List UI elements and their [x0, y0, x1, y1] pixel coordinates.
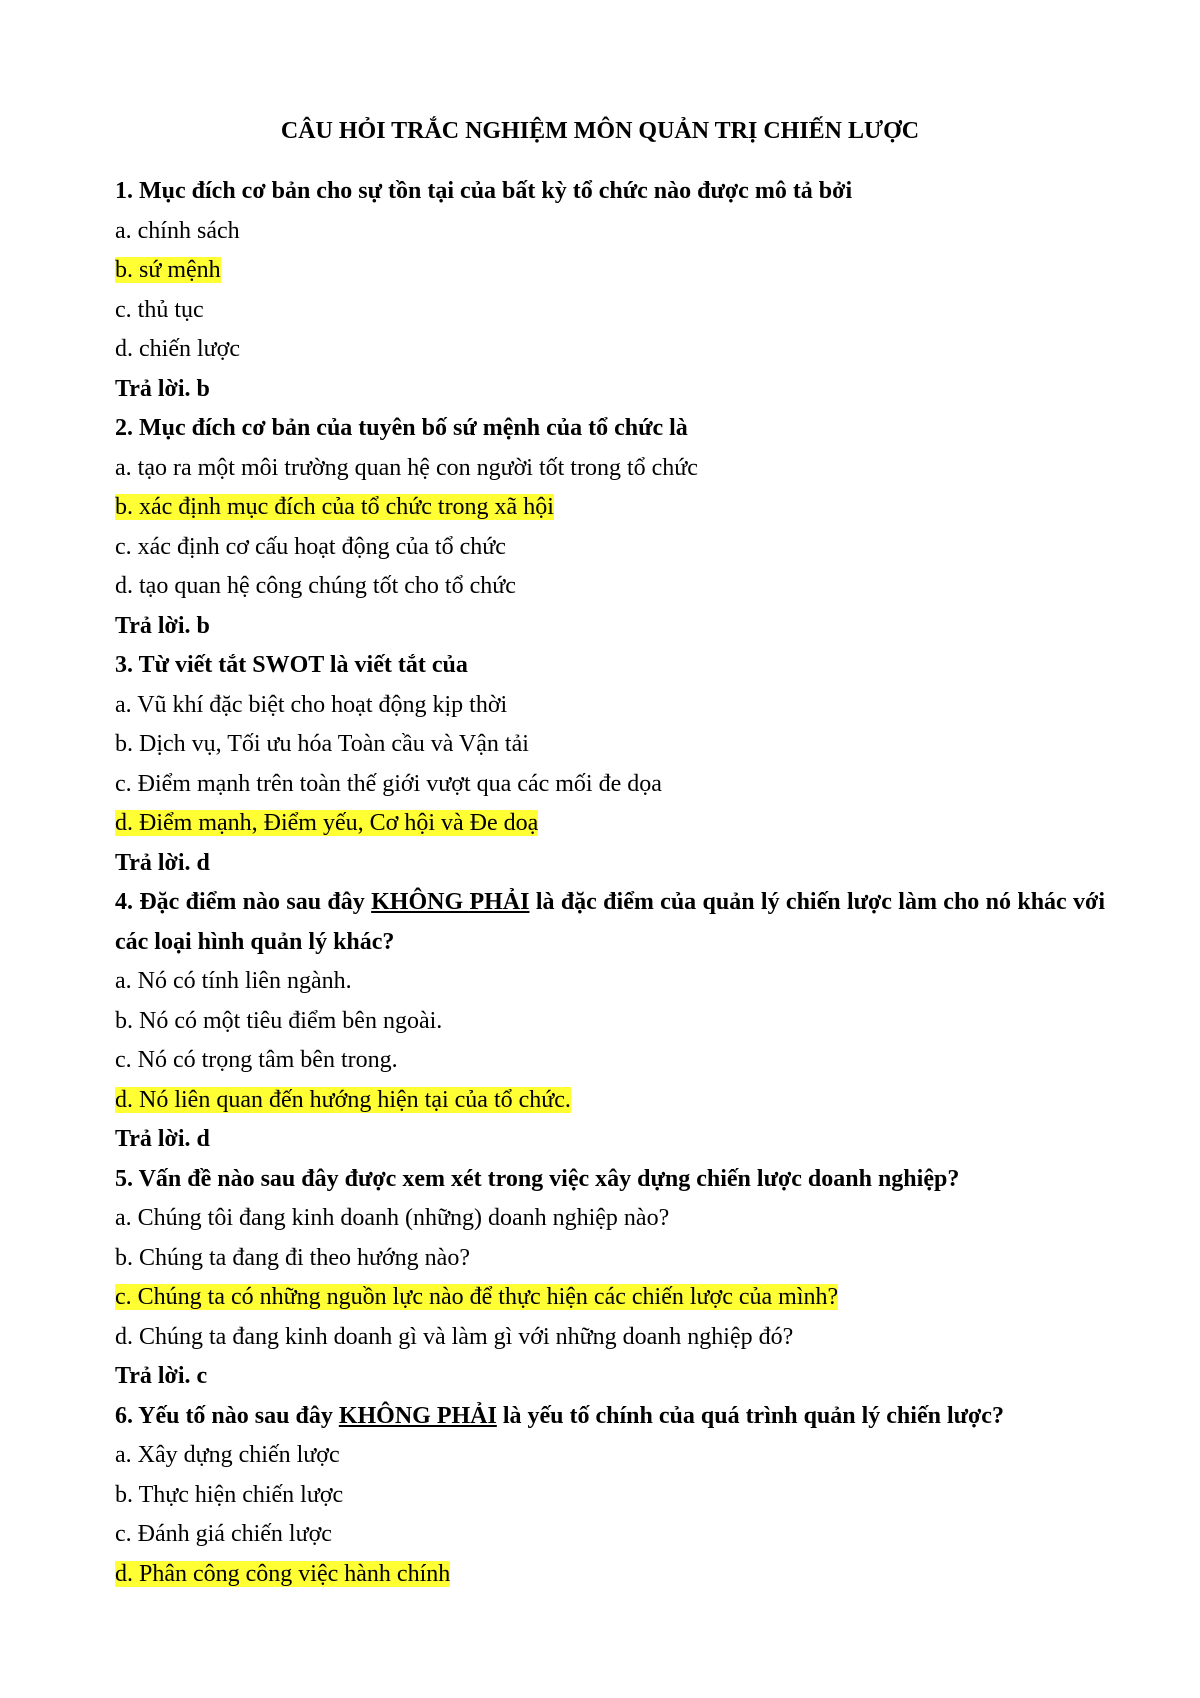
question-6-option-c: c. Đánh giá chiến lược — [115, 1521, 332, 1547]
question-2: 2. Mục đích cơ bản của tuyên bố sứ mệnh của tổ chức là — [115, 415, 688, 441]
question-2-option-d: d. tạo quan hệ công chúng tốt cho tổ chức — [115, 573, 516, 599]
question-6: 6. Yếu tố nào sau đây KHÔNG PHẢI là yếu tố chính của quá trình quản lý chiến lược? — [115, 1402, 1004, 1429]
answer-highlight: b. sứ mệnh — [115, 257, 221, 283]
question-5-option-a: a. Chúng tôi đang kinh doanh (những) doanh nghiệp nào? — [115, 1205, 670, 1231]
answer-highlight: d. Điểm mạnh, Điểm yếu, Cơ hội và Đe doạ — [115, 810, 539, 836]
emphasis-underline: KHÔNG PHẢI — [371, 889, 530, 915]
question-1-answer: Trả lời. b — [115, 375, 210, 402]
question-5-option-c — [115, 1278, 1105, 1318]
question-1-option-b — [115, 251, 1105, 291]
document-body — [115, 172, 1105, 1594]
question-4-option-a: a. Nó có tính liên ngành. — [115, 968, 352, 994]
answer-highlight: d. Phân công công việc hành chính — [115, 1560, 451, 1587]
question-1-option-a: a. chính sách — [115, 217, 240, 244]
question-3-option-b: b. Dịch vụ, Tối ưu hóa Toàn cầu và Vận tải — [115, 731, 529, 757]
question-1-option-d: d. chiến lược — [115, 336, 240, 362]
document-title: CÂU HỎI TRẮC NGHIỆM MÔN QUẢN TRỊ CHIẾN LƯỢC — [280, 118, 920, 144]
question-2-option-c: c. xác định cơ cấu hoạt động của tổ chức — [115, 533, 506, 560]
emphasis-underline: KHÔNG PHẢI — [338, 1402, 497, 1429]
answer-highlight: c. Chúng ta có những nguồn lực nào để thực hiện các chiến lược của mình? — [115, 1284, 839, 1310]
question-4-option-c: c. Nó có trọng tâm bên trong. — [115, 1047, 398, 1073]
question-6-option-b: b. Thực hiện chiến lược — [115, 1481, 344, 1508]
question-4-option-d — [115, 1081, 1105, 1121]
question-4-option-b: b. Nó có một tiêu điểm bên ngoài. — [115, 1007, 443, 1034]
question-2-option-a: a. tạo ra một môi trường quan hệ con người tốt trong tổ chức — [115, 454, 698, 481]
question-4-answer: Trả lời. d — [115, 1126, 210, 1152]
answer-highlight: d. Nó liên quan đến hướng hiện tại của tổ chức. — [115, 1086, 571, 1113]
question-6-option-d — [115, 1555, 1105, 1595]
question-4: 4. Đặc điểm nào sau đây KHÔNG PHẢI là đặc điểm của quản lý chiến lược làm cho nó khác với các loại hình quản lý khác? — [115, 889, 1105, 955]
question-6-option-a: a. Xây dựng chiến lược — [115, 1442, 340, 1468]
question-5-option-d: d. Chúng ta đang kinh doanh gì và làm gì với những doanh nghiệp đó? — [115, 1323, 794, 1350]
question-3-option-d — [115, 804, 1105, 844]
answer-highlight: b. xác định mục đích của tổ chức trong xã hội — [115, 494, 554, 520]
question-1-option-c: c. thủ tục — [115, 296, 204, 323]
question-3-option-c: c. Điểm mạnh trên toàn thế giới vượt qua các mối đe dọa — [115, 770, 662, 797]
question-3-answer: Trả lời. d — [115, 849, 210, 876]
question-5-answer: Trả lời. c — [115, 1363, 208, 1389]
question-1: 1. Mục đích cơ bản cho sự tồn tại của bất kỳ tổ chức nào được mô tả bởi — [115, 178, 853, 204]
question-5-option-b: b. Chúng ta đang đi theo hướng nào? — [115, 1244, 470, 1271]
question-3: 3. Từ viết tắt SWOT là viết tắt của — [115, 652, 468, 678]
question-3-option-a: a. Vũ khí đặc biệt cho hoạt động kịp thời — [115, 691, 508, 718]
question-2-option-b — [115, 488, 1105, 528]
question-5: 5. Vấn đề nào sau đây được xem xét trong việc xây dựng chiến lược doanh nghiệp? — [115, 1165, 960, 1192]
question-2-answer: Trả lời. b — [115, 612, 210, 639]
